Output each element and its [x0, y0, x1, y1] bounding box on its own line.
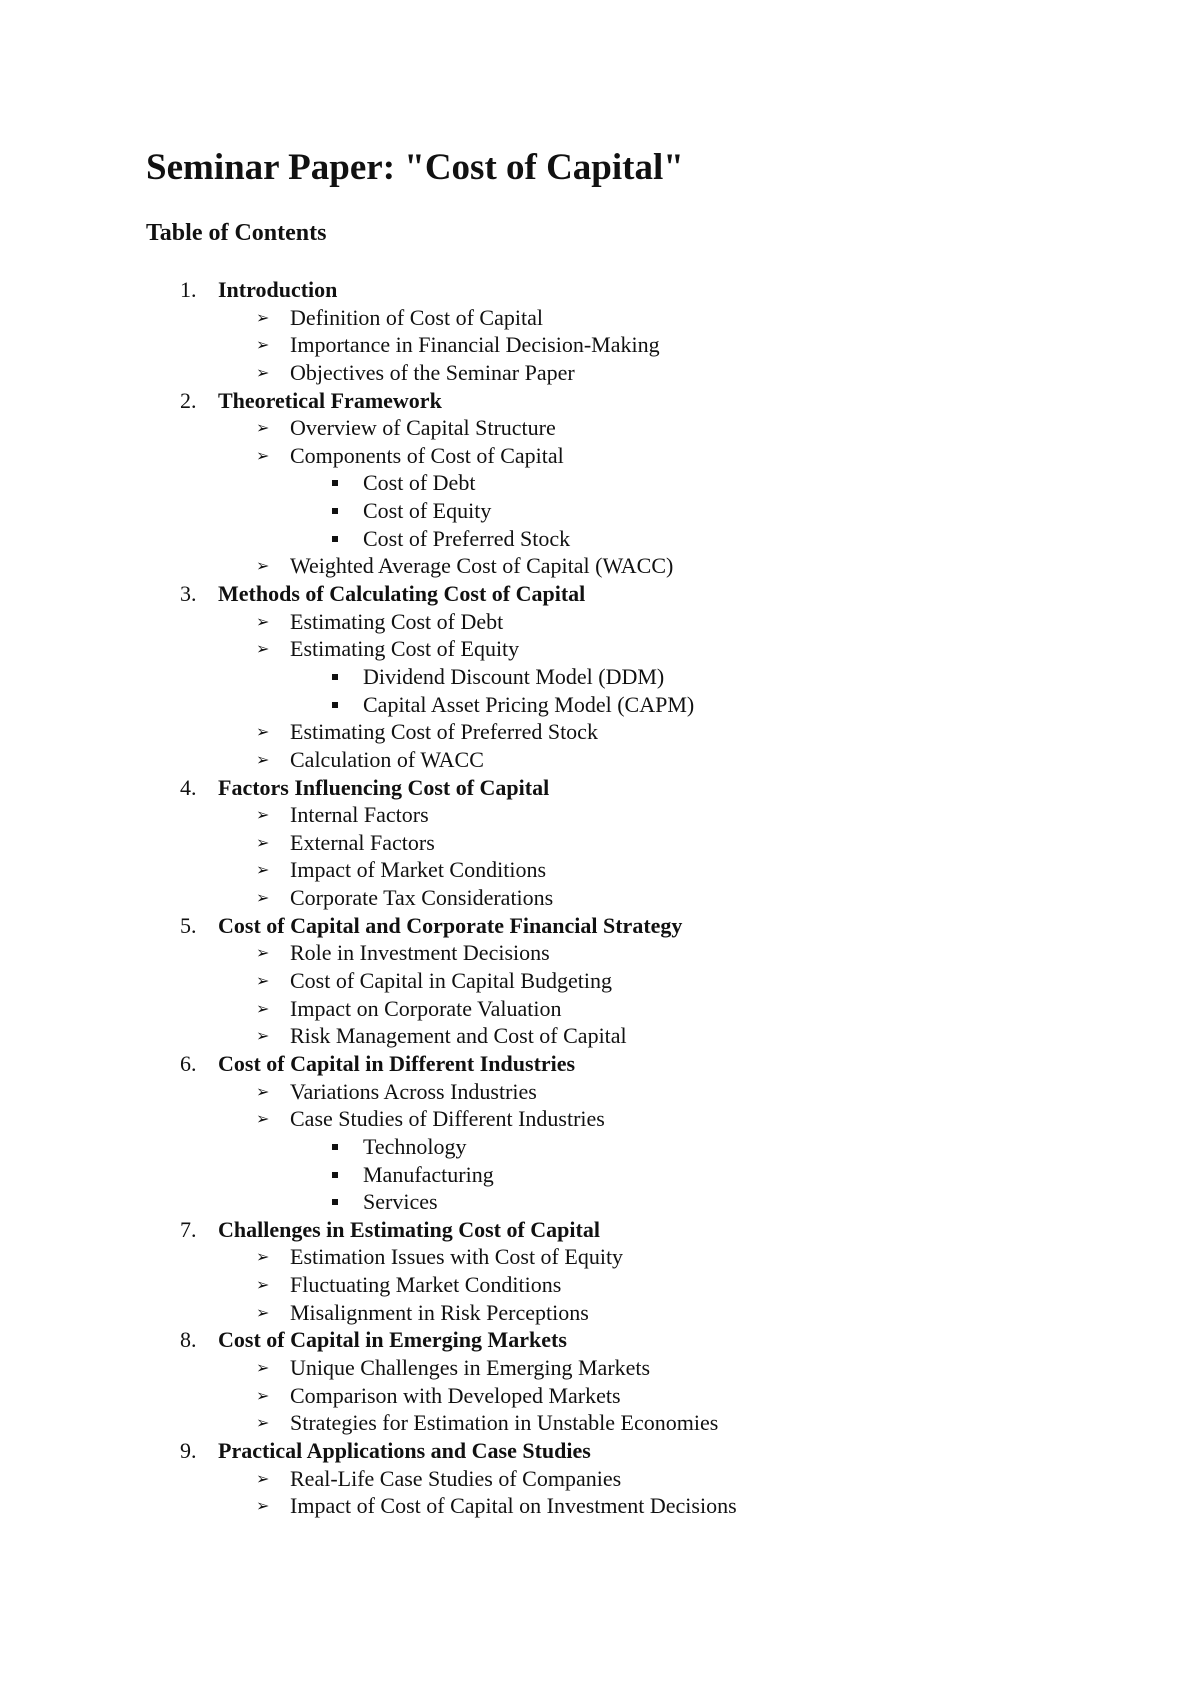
toc-section-row[interactable]	[0, 580, 1200, 608]
toc-section-title: Cost of Capital and Corporate Financial Strategy	[218, 912, 683, 938]
arrowhead-bullet-icon: ➢	[256, 556, 270, 576]
toc-section-title: Practical Applications and Case Studies	[218, 1437, 591, 1463]
toc-section-row[interactable]	[0, 1050, 1200, 1078]
arrowhead-bullet-icon: ➢	[256, 1357, 270, 1377]
toc-section-number: 2.	[180, 387, 197, 413]
arrowhead-bullet-icon: ➢	[256, 998, 270, 1018]
toc-subitem-title: Capital Asset Pricing Model (CAPM)	[363, 691, 695, 717]
toc-subsection-row[interactable]	[0, 1465, 1200, 1493]
toc-subitem-title: Technology	[363, 1133, 467, 1159]
toc-subsection-row[interactable]	[0, 884, 1200, 912]
document-title: Seminar Paper: "Cost of Capital"	[146, 147, 684, 188]
toc-subsection-row[interactable]	[0, 718, 1200, 746]
toc-subsection-row[interactable]	[0, 1382, 1200, 1410]
toc-subitem-title: Cost of Debt	[363, 470, 476, 496]
toc-subitem-row[interactable]	[0, 663, 1200, 691]
arrowhead-bullet-icon: ➢	[256, 832, 270, 852]
toc-subsection-row[interactable]	[0, 939, 1200, 967]
square-bullet-icon	[332, 536, 338, 542]
toc-subsection-row[interactable]	[0, 1078, 1200, 1106]
square-bullet-icon	[332, 702, 338, 708]
toc-section-title: Challenges in Estimating Cost of Capital	[218, 1216, 600, 1242]
toc-section-row[interactable]	[0, 1437, 1200, 1465]
toc-subsection-title: Estimation Issues with Cost of Equity	[290, 1244, 624, 1270]
arrowhead-bullet-icon: ➢	[256, 445, 270, 465]
square-bullet-icon	[332, 480, 338, 486]
toc-subitem-title: Cost of Preferred Stock	[363, 525, 571, 551]
toc-subsection-row[interactable]	[0, 635, 1200, 663]
arrowhead-bullet-icon: ➢	[256, 1385, 270, 1405]
toc-subsection-title: Role in Investment Decisions	[290, 940, 550, 966]
toc-subsection-title: Unique Challenges in Emerging Markets	[290, 1354, 651, 1380]
square-bullet-icon	[332, 674, 338, 680]
toc-subsection-row[interactable]	[0, 1271, 1200, 1299]
toc-section-number: 9.	[180, 1437, 197, 1463]
toc-subitem-row[interactable]	[0, 497, 1200, 525]
toc-subsection-row[interactable]	[0, 801, 1200, 829]
square-bullet-icon	[332, 1199, 338, 1205]
toc-subsection-row[interactable]	[0, 1299, 1200, 1327]
toc-subsection-row[interactable]	[0, 608, 1200, 636]
toc-section-number: 4.	[180, 774, 197, 800]
toc-section-number: 8.	[180, 1327, 197, 1353]
toc-subsection-title: Real-Life Case Studies of Companies	[290, 1465, 622, 1491]
toc-subsection-row[interactable]	[0, 442, 1200, 470]
toc-subsection-row[interactable]	[0, 1492, 1200, 1520]
toc-section-row[interactable]	[0, 276, 1200, 304]
toc-subsection-title: Cost of Capital in Capital Budgeting	[290, 968, 613, 994]
toc-subsection-title: Components of Cost of Capital	[290, 442, 564, 468]
arrowhead-bullet-icon: ➢	[256, 1413, 270, 1433]
arrowhead-bullet-icon: ➢	[256, 1302, 270, 1322]
toc-subsection-title: Weighted Average Cost of Capital (WACC)	[290, 553, 674, 579]
toc-subsection-row[interactable]	[0, 552, 1200, 580]
toc-section-row[interactable]	[0, 1326, 1200, 1354]
arrowhead-bullet-icon: ➢	[256, 1247, 270, 1267]
toc-subitem-row[interactable]	[0, 1188, 1200, 1216]
toc-section-number: 3.	[180, 581, 197, 607]
arrowhead-bullet-icon: ➢	[256, 335, 270, 355]
arrowhead-bullet-icon: ➢	[256, 418, 270, 438]
toc-subitem-row[interactable]	[0, 691, 1200, 719]
arrowhead-bullet-icon: ➢	[256, 722, 270, 742]
toc-heading: Table of Contents	[146, 220, 327, 246]
toc-section-row[interactable]	[0, 912, 1200, 940]
toc-subsection-row[interactable]	[0, 1022, 1200, 1050]
toc-section-title: Theoretical Framework	[218, 387, 442, 413]
toc-subitem-row[interactable]	[0, 1133, 1200, 1161]
toc-subsection-title: Impact on Corporate Valuation	[290, 995, 562, 1021]
toc-subsection-title: Calculation of WACC	[290, 746, 484, 772]
table-of-contents	[0, 276, 1200, 1520]
square-bullet-icon	[332, 1172, 338, 1178]
toc-subsection-title: Corporate Tax Considerations	[290, 885, 554, 911]
toc-subitem-title: Manufacturing	[363, 1161, 494, 1187]
toc-subsection-row[interactable]	[0, 856, 1200, 884]
arrowhead-bullet-icon: ➢	[256, 1109, 270, 1129]
toc-subitem-row[interactable]	[0, 469, 1200, 497]
arrowhead-bullet-icon: ➢	[256, 1026, 270, 1046]
toc-subsection-title: Comparison with Developed Markets	[290, 1382, 621, 1408]
toc-subsection-title: Objectives of the Seminar Paper	[290, 359, 575, 385]
toc-subsection-title: Estimating Cost of Debt	[290, 608, 504, 634]
arrowhead-bullet-icon: ➢	[256, 749, 270, 769]
toc-subsection-row[interactable]	[0, 1105, 1200, 1133]
toc-subsection-title: Internal Factors	[290, 802, 429, 828]
toc-subsection-title: Strategies for Estimation in Unstable Economies	[290, 1410, 719, 1436]
toc-section-title: Introduction	[218, 277, 338, 302]
toc-subsection-title: Definition of Cost of Capital	[290, 304, 543, 330]
toc-section-title: Cost of Capital in Different Industries	[218, 1050, 576, 1076]
arrowhead-bullet-icon: ➢	[256, 888, 270, 908]
toc-subsection-title: Variations Across Industries	[290, 1078, 537, 1104]
arrowhead-bullet-icon: ➢	[256, 639, 270, 659]
toc-section-row[interactable]	[0, 774, 1200, 802]
arrowhead-bullet-icon: ➢	[256, 971, 270, 991]
toc-subitem-row[interactable]	[0, 525, 1200, 553]
arrowhead-bullet-icon: ➢	[256, 307, 270, 327]
toc-subsection-row[interactable]	[0, 359, 1200, 387]
arrowhead-bullet-icon: ➢	[256, 1496, 270, 1516]
toc-subsection-title: Impact of Cost of Capital on Investment Decisions	[290, 1493, 737, 1519]
toc-subsection-title: Impact of Market Conditions	[290, 857, 547, 883]
toc-subsection-title: Case Studies of Different Industries	[290, 1106, 605, 1132]
toc-subsection-title: Overview of Capital Structure	[290, 415, 556, 441]
toc-subsection-title: Misalignment in Risk Perceptions	[290, 1299, 589, 1325]
toc-subsection-title: Fluctuating Market Conditions	[290, 1272, 562, 1298]
toc-subsection-title: Estimating Cost of Preferred Stock	[290, 719, 598, 745]
toc-subsection-title: Estimating Cost of Equity	[290, 636, 520, 662]
arrowhead-bullet-icon: ➢	[256, 1275, 270, 1295]
toc-subsection-row[interactable]	[0, 967, 1200, 995]
toc-section-number: 5.	[180, 912, 197, 938]
toc-section-title: Methods of Calculating Cost of Capital	[218, 581, 586, 607]
square-bullet-icon	[332, 508, 338, 514]
toc-subsection-row[interactable]	[0, 995, 1200, 1023]
toc-section-number: 6.	[180, 1050, 197, 1076]
toc-subsection-row[interactable]	[0, 304, 1200, 332]
toc-subitem-title: Cost of Equity	[363, 498, 492, 524]
toc-subsection-title: Importance in Financial Decision-Making	[290, 332, 660, 358]
toc-subsection-row[interactable]	[0, 414, 1200, 442]
square-bullet-icon	[332, 1144, 338, 1150]
toc-subitem-title: Services	[363, 1189, 438, 1215]
toc-subitem-title: Dividend Discount Model (DDM)	[363, 663, 665, 689]
toc-subsection-row[interactable]	[0, 829, 1200, 857]
toc-section-number: 7.	[180, 1216, 197, 1242]
toc-subsection-row[interactable]	[0, 746, 1200, 774]
toc-section-row[interactable]	[0, 1216, 1200, 1244]
arrowhead-bullet-icon: ➢	[256, 362, 270, 382]
toc-section-number: 1.	[180, 277, 197, 302]
toc-section-title: Factors Influencing Cost of Capital	[218, 774, 550, 800]
toc-subsection-title: External Factors	[290, 829, 435, 855]
toc-subsection-row[interactable]	[0, 331, 1200, 359]
toc-subsection-title: Risk Management and Cost of Capital	[290, 1023, 627, 1049]
arrowhead-bullet-icon: ➢	[256, 611, 270, 631]
toc-section-title: Cost of Capital in Emerging Markets	[218, 1327, 567, 1353]
arrowhead-bullet-icon: ➢	[256, 860, 270, 880]
toc-subsection-row[interactable]	[0, 1354, 1200, 1382]
arrowhead-bullet-icon: ➢	[256, 1468, 270, 1488]
toc-section-row[interactable]	[0, 387, 1200, 415]
arrowhead-bullet-icon: ➢	[256, 805, 270, 825]
arrowhead-bullet-icon: ➢	[256, 943, 270, 963]
toc-subsection-row[interactable]	[0, 1243, 1200, 1271]
toc-subitem-row[interactable]	[0, 1161, 1200, 1189]
toc-subsection-row[interactable]	[0, 1409, 1200, 1437]
arrowhead-bullet-icon: ➢	[256, 1081, 270, 1101]
